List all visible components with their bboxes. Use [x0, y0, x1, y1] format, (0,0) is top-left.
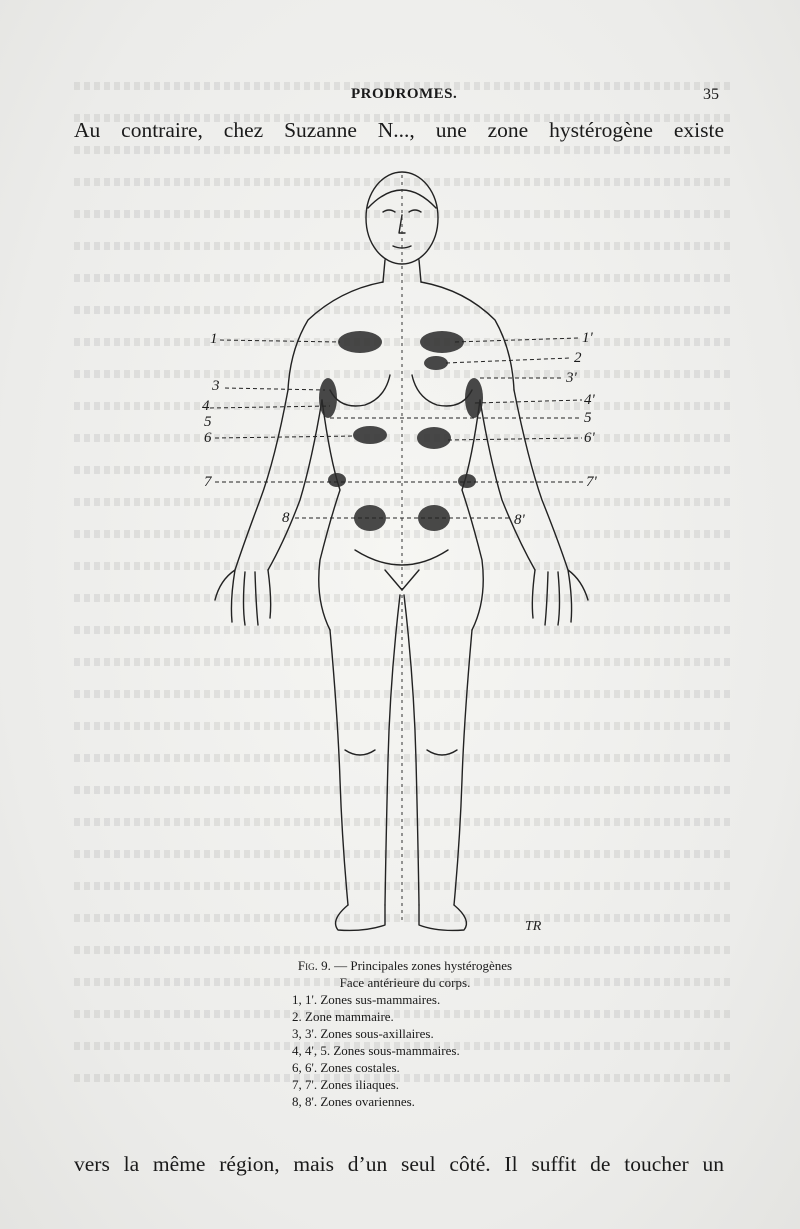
body-text-top-line: Au contraire, chez Suzanne N..., une zone hystérogène existe	[74, 118, 724, 142]
body-diagram	[190, 160, 610, 950]
zone-2	[424, 356, 448, 370]
caption-item: 7, 7'. Zones iliaques.	[292, 1077, 400, 1092]
label-8-prime: 8'	[514, 512, 525, 528]
caption-subtitle: Face antérieure du corps.	[339, 975, 471, 990]
label-1: 1	[210, 331, 218, 347]
zone-6-prime	[417, 427, 451, 449]
caption-title	[240, 957, 570, 974]
label-3: 3	[212, 378, 220, 394]
caption-item: 4, 4', 5. Zones sous-mammaires.	[292, 1043, 460, 1058]
label-7-prime: 7'	[586, 474, 597, 490]
label-6-prime: 6'	[584, 430, 595, 446]
zone-3	[319, 378, 337, 418]
label-6: 6	[204, 430, 212, 446]
running-head	[0, 86, 800, 106]
label-5-right: 5	[584, 410, 592, 426]
label-4: 4	[202, 398, 210, 414]
figure-caption	[240, 957, 570, 1110]
artist-signature: TR	[525, 919, 542, 934]
zone-7-prime	[458, 474, 476, 488]
zone-3-prime	[465, 378, 483, 418]
caption-item: 6, 6'. Zones costales.	[292, 1060, 400, 1075]
label-3-prime: 3'	[566, 370, 577, 386]
caption-item: 1, 1'. Zones sus-mammaires.	[292, 992, 441, 1007]
label-1-prime: 1'	[582, 330, 593, 346]
zone-7	[328, 473, 346, 487]
anatomical-figure	[190, 160, 610, 950]
zone-6	[353, 426, 387, 444]
caption-title-text: — Principales zones hystérogènes	[330, 958, 513, 973]
zone-1	[338, 331, 382, 353]
caption-figure-number: Fig. 9.	[297, 958, 331, 973]
running-title: PRODROMES.	[351, 86, 458, 102]
body-text-bottom-line: vers la même région, mais d’un seul côté. Il suffit de toucher un	[74, 1152, 724, 1176]
caption-item: 2. Zone mammaire.	[292, 1009, 394, 1024]
page-number: 35	[703, 86, 719, 103]
label-5-left: 5	[204, 414, 212, 430]
label-8: 8	[282, 510, 290, 526]
label-4-prime: 4'	[584, 392, 595, 408]
label-7: 7	[204, 474, 212, 490]
caption-item: 8, 8'. Zones ovariennes.	[292, 1094, 415, 1109]
label-2: 2	[574, 350, 582, 366]
caption-item: 3, 3'. Zones sous-axillaires.	[292, 1026, 434, 1041]
